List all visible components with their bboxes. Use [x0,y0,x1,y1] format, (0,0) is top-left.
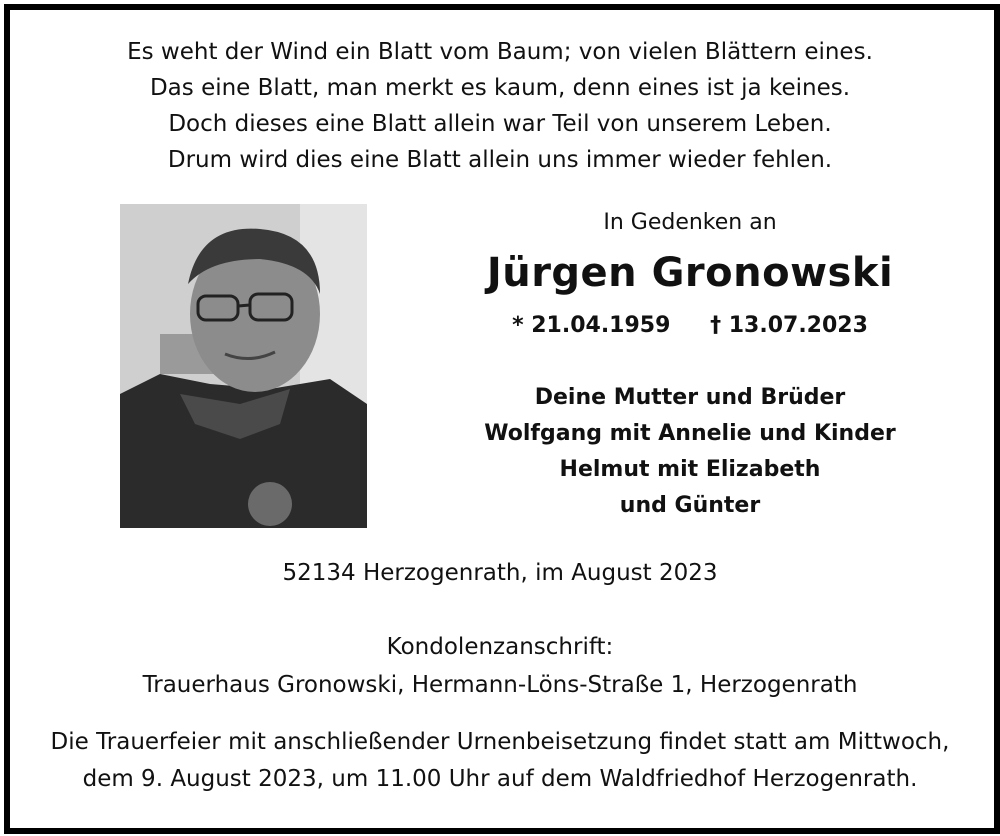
family-line: Wolfgang mit Annelie und Kinder [484,421,896,446]
condolence-line: Trauerhaus Gronowski, Hermann-Löns-Straße 1, Herzogenrath [142,672,858,698]
death-date: † 13.07.2023 [710,313,868,338]
memorial-intro: In Gedenken an [603,210,777,235]
condolence-label: Kondolenzanschrift: [386,634,614,660]
poem [0,34,1000,178]
poem-line: Drum wird dies eine Blatt allein uns immer wieder fehlen. [167,147,833,173]
life-dates [470,313,910,338]
service-line: dem 9. August 2023, um 11.00 Uhr auf dem Waldfriedhof Herzogenrath. [82,766,918,792]
poem-line: Es weht der Wind ein Blatt vom Baum; von vielen Blättern eines. [127,39,873,65]
service-info [0,724,1000,798]
family-list [470,380,910,524]
service-line: Die Trauerfeier mit anschließender Urnenbeisetzung findet statt am Mittwoch, [50,729,950,755]
family-line: Deine Mutter und Brüder [534,385,846,410]
family-line: und Günter [619,493,761,518]
poem-line: Doch dieses eine Blatt allein war Teil von unserem Leben. [168,111,832,137]
birth-date: * 21.04.1959 [512,313,671,338]
portrait-photo [120,204,367,528]
condolence-address [0,628,1000,704]
place-date: 52134 Herzogenrath, im August 2023 [282,560,718,586]
poem-line: Das eine Blatt, man merkt es kaum, denn eines ist ja keines. [149,75,851,101]
family-line: Helmut mit Elizabeth [559,457,821,482]
deceased-name: Jürgen Gronowski [486,250,894,296]
